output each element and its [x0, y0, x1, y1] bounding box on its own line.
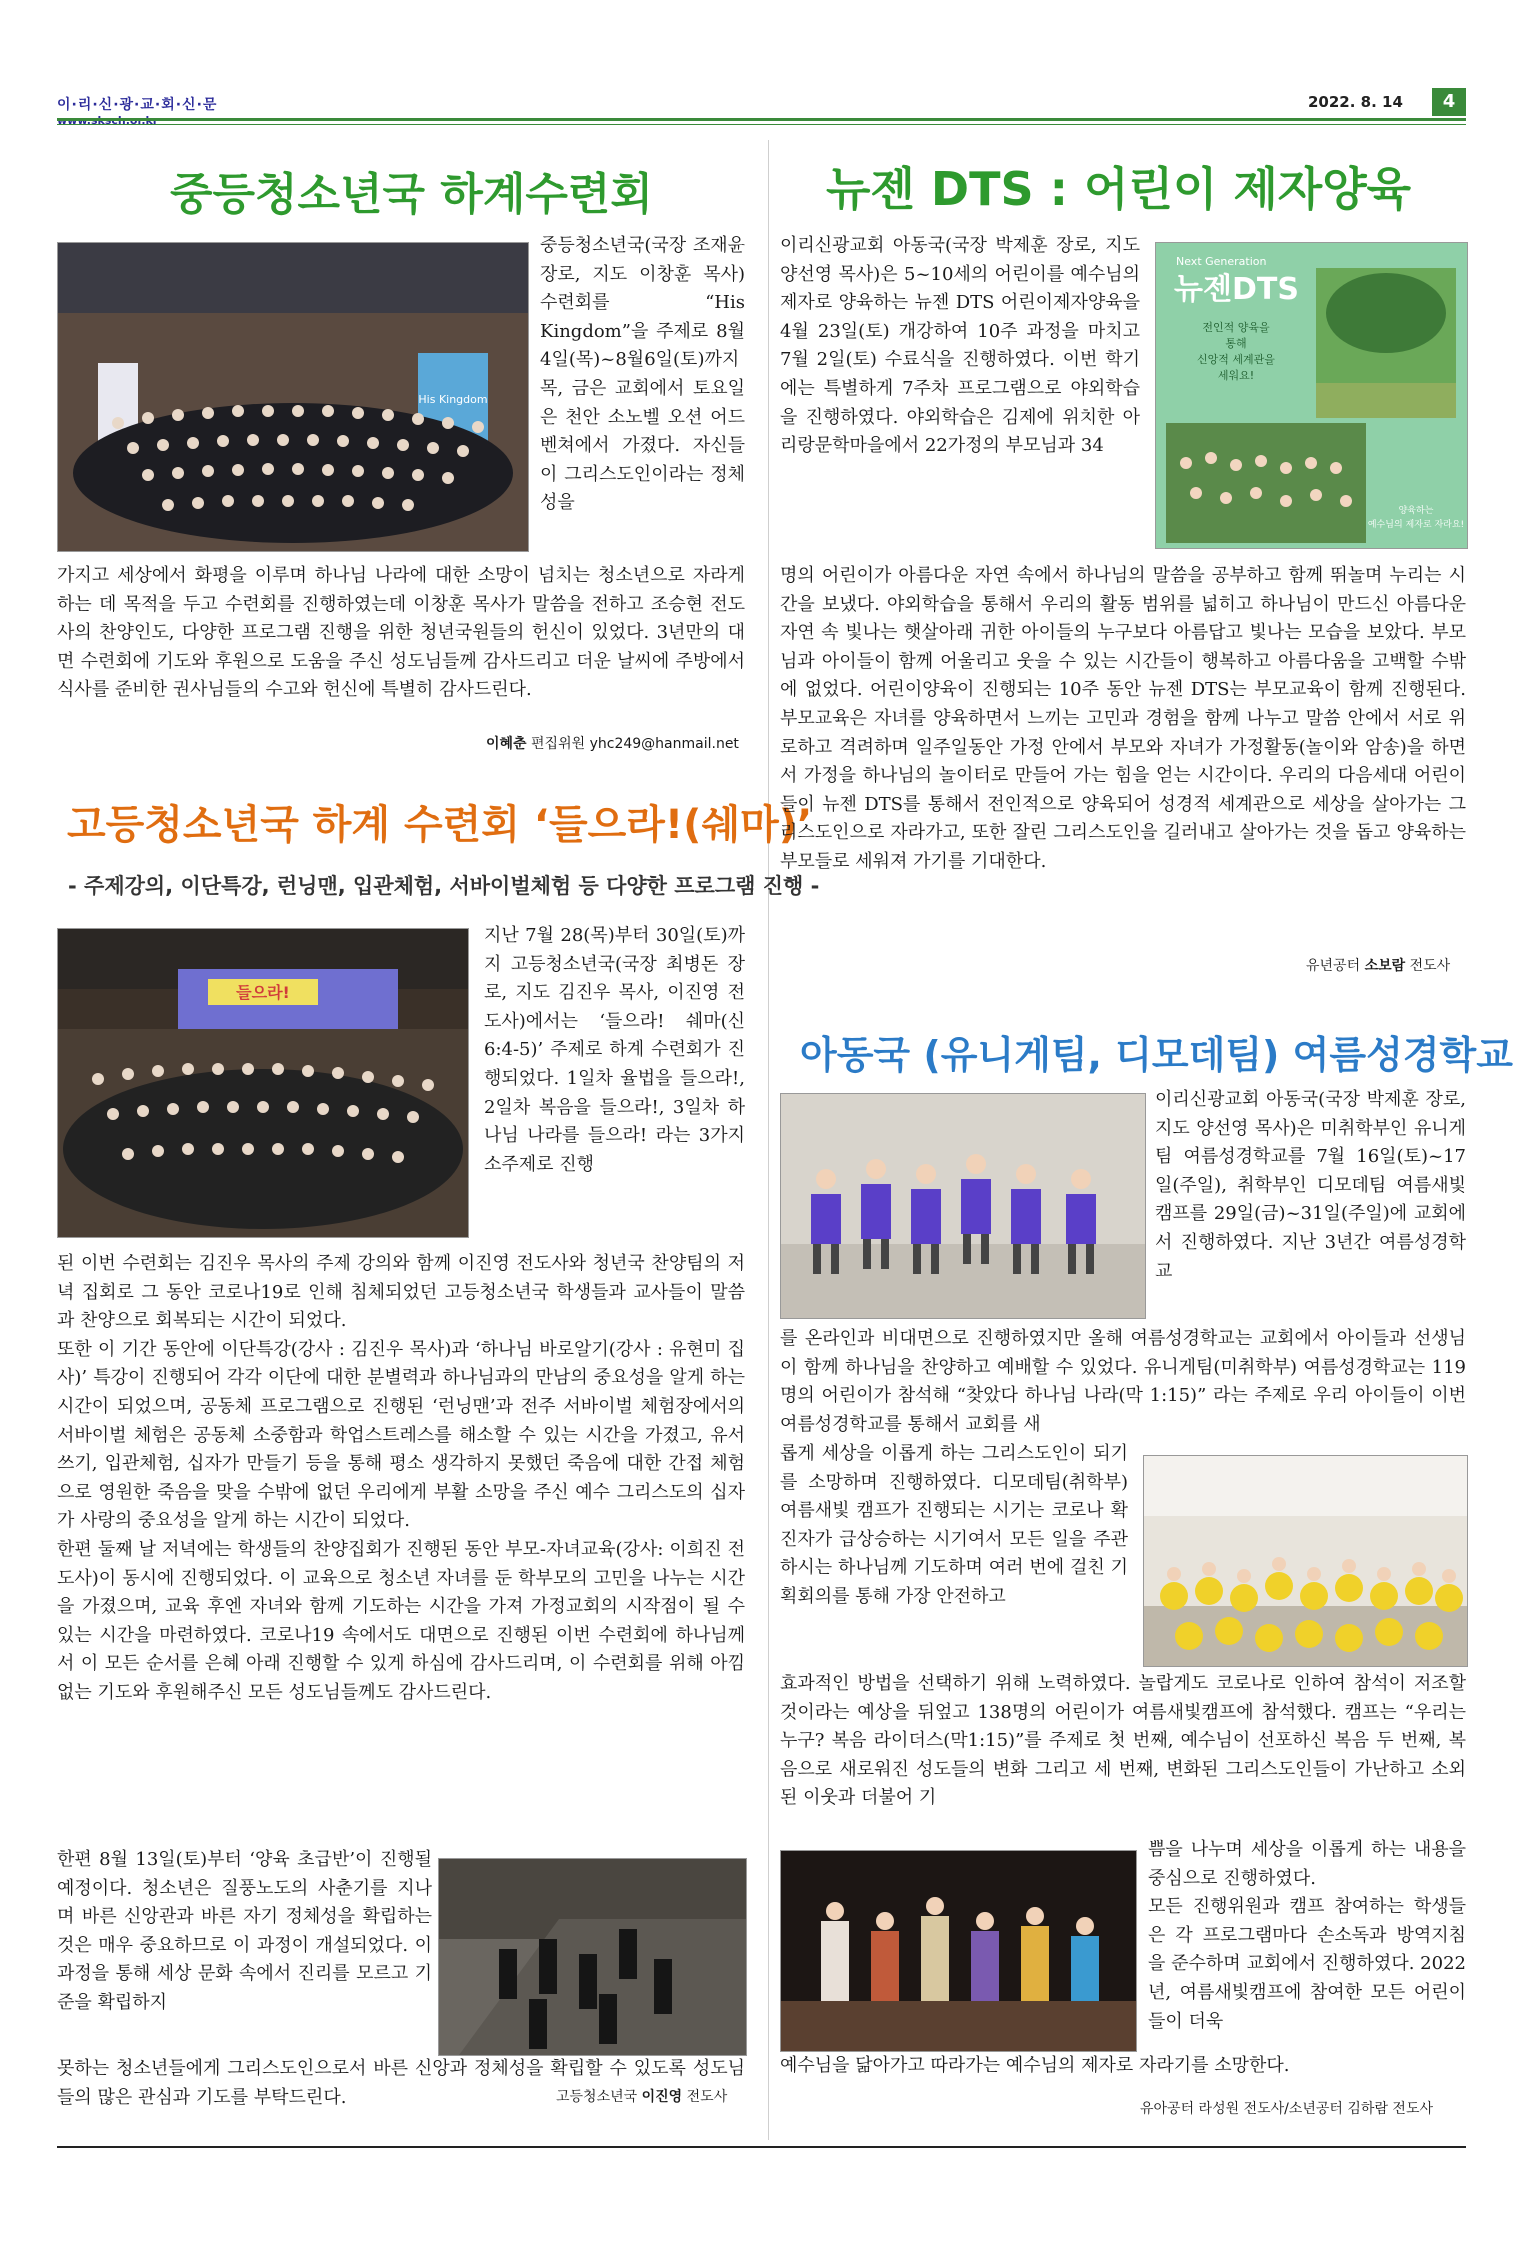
article3-poster-line3: 신앙적 세계관을 — [1197, 353, 1275, 366]
article3-body-side: 이리신광교회 아동국(국장 박제훈 장로, 지도 양선영 목사)은 5~10세의 어린이를 예수님의 제자로 양육하는 뉴젠 DTS 어린이제자양육을 4월 23일(토) 개강하여 10주 과정을 마치고 7월 2일(토) 수료식을 진행하였다. 이번 학기에는 특별하게 7주차 프로그램으로 야외학습을 진행하였다. 야외학습은 김제에 위치한 아리랑문학마을에서 22가정의 부모님과 34 — [780, 235, 1140, 457]
article4-photo1 — [780, 1093, 1146, 1319]
header-rule — [57, 118, 1466, 121]
article2-body2: 못하는 청소년들에게 그리스도인으로서 바른 신앙과 정체성을 확립할 수 있도록 성도님들의 많은 관심과 기도를 부탁드린다. — [57, 2058, 745, 2108]
article2-body-side2: 한편 8월 13일(토)부터 ‘양육 초급반’이 진행될 예정이다. 청소년은 질풍노도의 사춘기를 지나며 바른 신앙관과 바른 자기 정체성을 확립하는 것은 매우 중요하므로 이 과정이 개설되었다. 이 과정을 통해 세상 문화 속에서 진리를 모르고 기준을 확립하지 — [57, 1849, 432, 2013]
article3-poster-bottom1: 양육하는 — [1398, 506, 1434, 516]
article4-body2: 효과적인 방법을 선택하기 위해 노력하였다. 놀랍게도 코로나로 인하여 참석이 저조할 것이라는 예상을 뒤엎고 138명의 어린이가 여름새빛캠프에 참석했다. 캠프는 “우리는 누구? 복음 라이더스(막1:15)”를 주제로 첫 번째, 예수님이 선포하신 복음 두 번째, 복음으로 새로워진 성도들의 변화 그리고 세 번째, 변화된 그리스도인들이 가난하고 소외된 이웃과 더불어 기 — [780, 1673, 1466, 1809]
article1-signature — [486, 733, 739, 753]
header-rule-thin — [57, 124, 1466, 125]
article3-poster-title: 뉴젠DTS — [1174, 272, 1299, 307]
article3-signature — [1306, 955, 1450, 975]
article4-body-side3: 쁨을 나누며 세상을 이롭게 하는 내용을 중심으로 진행하였다. 모든 진행위원과 캠프 참여하는 학생들은 각 프로그램마다 손소독과 방역지침을 준수하며 교회에서 진행하였다. 2022년, 여름새빛캠프에 참여한 모든 어린이들이 더욱 — [1148, 1839, 1466, 2032]
article3-title: 뉴젠 DTS : 어린이 제자양육 — [826, 162, 1412, 216]
column-divider — [768, 140, 769, 2140]
article3-poster-line4: 세워요! — [1217, 369, 1255, 382]
article2-photo2 — [438, 1858, 747, 2056]
article2-body: 된 이번 수련회는 김진우 목사의 주제 강의와 함께 이진영 전도사와 청년국 찬양팀의 저녁 집회로 그 동안 코로나19로 인해 침체되었던 고등청소년국 학생들과 교사들이 말씀과 찬양으로 회복되는 시간이 되었다. 또한 이 기간 동안에 이단특강(강사 : 김진우 목사)과 ‘하나님 바로알기(강사 : 유현미 집사)’ 특강이 진행되어 각각 이단에 대한 분별력과 하나님과의 만남의 중요성을 알게 하는 시간이 되었으며, 공동체 프로그램으로 진행된 ‘런닝맨’과 전주 서바이벌 체험장에서의 서바이벌 체험은 공동체 소중함과 학업스트레스를 해소할 수 있는 시간을 가졌고, 유서쓰기, 입관체험, 십자가 만들기 등을 통해 평소 생각하지 못했던 죽음에 대한 간접 체험으로 영원한 죽음을 맞을 수밖에 없던 우리에게 부활 소망을 주신 예수 그리스도의 십자가 사랑의 중요성을 알게 하는 시간이 되었다. 한편 둘째 날 저녁에는 학생들의 찬양집회가 진행된 동안 부모-자녀교육(강사: 이희진 전도사)이 동시에 진행되었다. 이 교육으로 청소년 자녀를 둔 학부모의 고민을 나누는 시간을 가졌으며, 교육 후엔 자녀와 함께 기도하는 시간을 가져 가정교회의 시작점이 될 수 있는 시간을 마련하였다. 코로나19 속에서도 대면으로 진행된 이번 수련회에 하나님께서 이 모든 순서를 은혜 아래 진행할 수 있게 하심에 감사드리며, 이 수련회를 위해 아낌없는 기도와 후원해주신 모든 성도님들께도 감사드린다. — [57, 1253, 745, 1703]
article3-poster-small: Next Generation — [1176, 255, 1267, 268]
article2-signature — [556, 2086, 727, 2106]
article3-body: 명의 어린이가 아름다운 자연 속에서 하나님의 말씀을 공부하고 함께 뛰놀며 누리는 시간을 보냈다. 야외학습을 통해서 우리의 활동 범위를 넓히고 하나님이 만드신 아름다운 자연 속 빛나는 햇살아래 귀한 아이들의 누구보다 아름답고 빛나는 모습을 보았다. 부모님과 아이들이 함께 어울리고 웃을 수 있는 시간들이 행복하고 아름다움을 고백할 수밖에 없었다. 어린이양육이 진행되는 10주 동안 뉴젠 DTS는 부모교육이 함께 진행된다. 부모교육은 자녀를 양육하면서 느끼는 고민과 경험을 함께 나누고 말씀 안에서 서로 위로하고 격려하며 일주일동안 가정 안에서 부모와 자녀가 가정활동(놀이와 암송)을 하면서 가정을 하나님의 놀이터로 만들어 가는 힘을 얻는 시간이다. 우리의 다음세대 어린이들이 뉴젠 DTS를 통해서 전인적으로 양육되어 성경적 세계관으로 세상을 살아가는 그리스도인으로 자라가고, 또한 잘린 그리스도인을 길러내고 살아가는 것을 돕고 양육하는 부모들로 세워져 가기를 기대한다. — [780, 565, 1466, 872]
article2-body-side: 지난 7월 28(목)부터 30일(토)까지 고등청소년국(국장 최병돈 장로, 지도 김진우 목사, 이진영 전도사)에서는 ‘들으라! 쉐마(신6:4-5)’ 주제로 하계 수련회가 진행되었다. 1일차 율법을 들으라!, 2일차 복음을 들으라!, 3일차 하나님 나라를 들으라! 라는 3가지 소주제로 진행 — [484, 925, 745, 1175]
article4-photo2 — [1143, 1455, 1468, 1667]
article2-title: 고등청소년국 하계 수련회 ‘들으라!(쉐마)’ — [67, 802, 813, 848]
article3-signature-title: 전도사 — [1409, 958, 1451, 974]
article2-photo — [57, 928, 469, 1238]
article4-body-side: 이리신광교회 아동국(국장 박제훈 장로, 지도 양선영 목사)은 미취학부인 유니게팀 여름성경학교를 7월 16일(토)~17일(주일), 취학부인 디모데팀 여름새빛 캠프를 29일(금)~31일(주일)에 교회에서 진행하였다. 지난 3년간 여름성경학교 — [1155, 1089, 1466, 1282]
article2-subtitle: - 주제강의, 이단특강, 런닝맨, 입관체험, 서바이벌체험 등 다양한 프로그램 진행 - — [68, 874, 820, 898]
article3-poster — [1155, 242, 1468, 549]
article4-title: 아동국 (유니게팀, 디모데팀) 여름성경학교 — [800, 1033, 1513, 1077]
article2-signature-name: 이진영 — [641, 2089, 683, 2105]
article1-body: 가지고 세상에서 화평을 이루며 하나님 나라에 대한 소망이 넘치는 청소년으로 자라게 하는 데 목적을 두고 수련회를 진행하였는데 이창훈 목사가 말씀을 전하고 조승현 전도사의 찬양인도, 다양한 프로그램 진행을 위한 청년국원들의 헌신이 있었다. 3년만의 대면 수련회에 기도와 후원으로 도움을 주신 성도님들께 감사드리고 더운 날씨에 주방에서 식사를 준비한 권사님들의 수고와 헌신에 특별히 감사드린다. — [57, 565, 745, 701]
article1-photo-banner: His Kingdom — [418, 393, 488, 406]
article3-poster-line1: 전인적 양육을 — [1202, 321, 1270, 334]
article2-signature-role: 고등청소년국 — [556, 2089, 638, 2105]
article3-signature-name: 소보람 — [1364, 958, 1406, 974]
article4-signature: 유아공터 라성원 전도사/소년공터 김하람 전도사 — [1140, 2101, 1433, 2117]
article2-photo-banner: 들으라! — [236, 983, 290, 1002]
article2-signature-title: 전도사 — [686, 2089, 728, 2105]
article1-signature-role: 편집위원 — [531, 736, 586, 752]
article4-photo3 — [780, 1850, 1137, 2052]
article4-body3: 예수님을 닮아가고 따라가는 예수님의 제자로 자라기를 소망한다. — [780, 2055, 1290, 2076]
article4-body-side2: 롭게 세상을 이롭게 하는 그리스도인이 되기를 소망하며 진행하였다. 디모데팀(취학부) 여름새빛 캠프가 진행되는 시기는 코로나 확진자가 급상승하는 시기여서 모든 일을 주관하시는 하나님께 기도하며 여러 번에 걸친 기획회의를 통해 가장 안전하고 — [780, 1443, 1128, 1607]
bottom-rule — [57, 2146, 1466, 2148]
article1-body-side: 중등청소년국(국장 조재윤 장로, 지도 이창훈 목사) 수련회를 “His Kingdom”을 주제로 8월4일(목)~8월6일(토)까지 목, 금은 교회에서 토요일은 천안 소노벨 오션 어드벤쳐에서 가졌다. 자신들이 그리스도인이라는 정체성을 — [540, 235, 745, 514]
page-number: 4 — [1432, 88, 1466, 116]
article1-title: 중등청소년국 하계수련회 — [170, 169, 653, 220]
article1-photo — [57, 242, 529, 552]
article4-body: 를 온라인과 비대면으로 진행하였지만 올해 여름성경학교는 교회에서 아이들과 선생님이 함께 하나님을 찬양하고 예배할 수 있었다. 유니게팀(미취학부) 여름성경학교는 119명의 어린이가 참석해 “찾았다 하나님 나라(막 1:15)” 라는 주제로 우리 아이들이 이번 여름성경학교를 통해서 교회를 새 — [780, 1328, 1466, 1435]
article3-poster-line2: 통해 — [1225, 337, 1247, 350]
article3-poster-bottom2: 예수님의 제자로 자라요! — [1367, 520, 1465, 530]
issue-date: 2022. 8. 14 — [1308, 93, 1403, 111]
newspaper-name: 이·리·신·광·교·회·신·문 — [57, 97, 218, 113]
article1-signature-email[interactable]: yhc249@hanmail.net — [589, 736, 739, 752]
article1-signature-name: 이혜춘 — [486, 736, 527, 752]
article3-signature-role: 유년공터 — [1306, 958, 1361, 974]
